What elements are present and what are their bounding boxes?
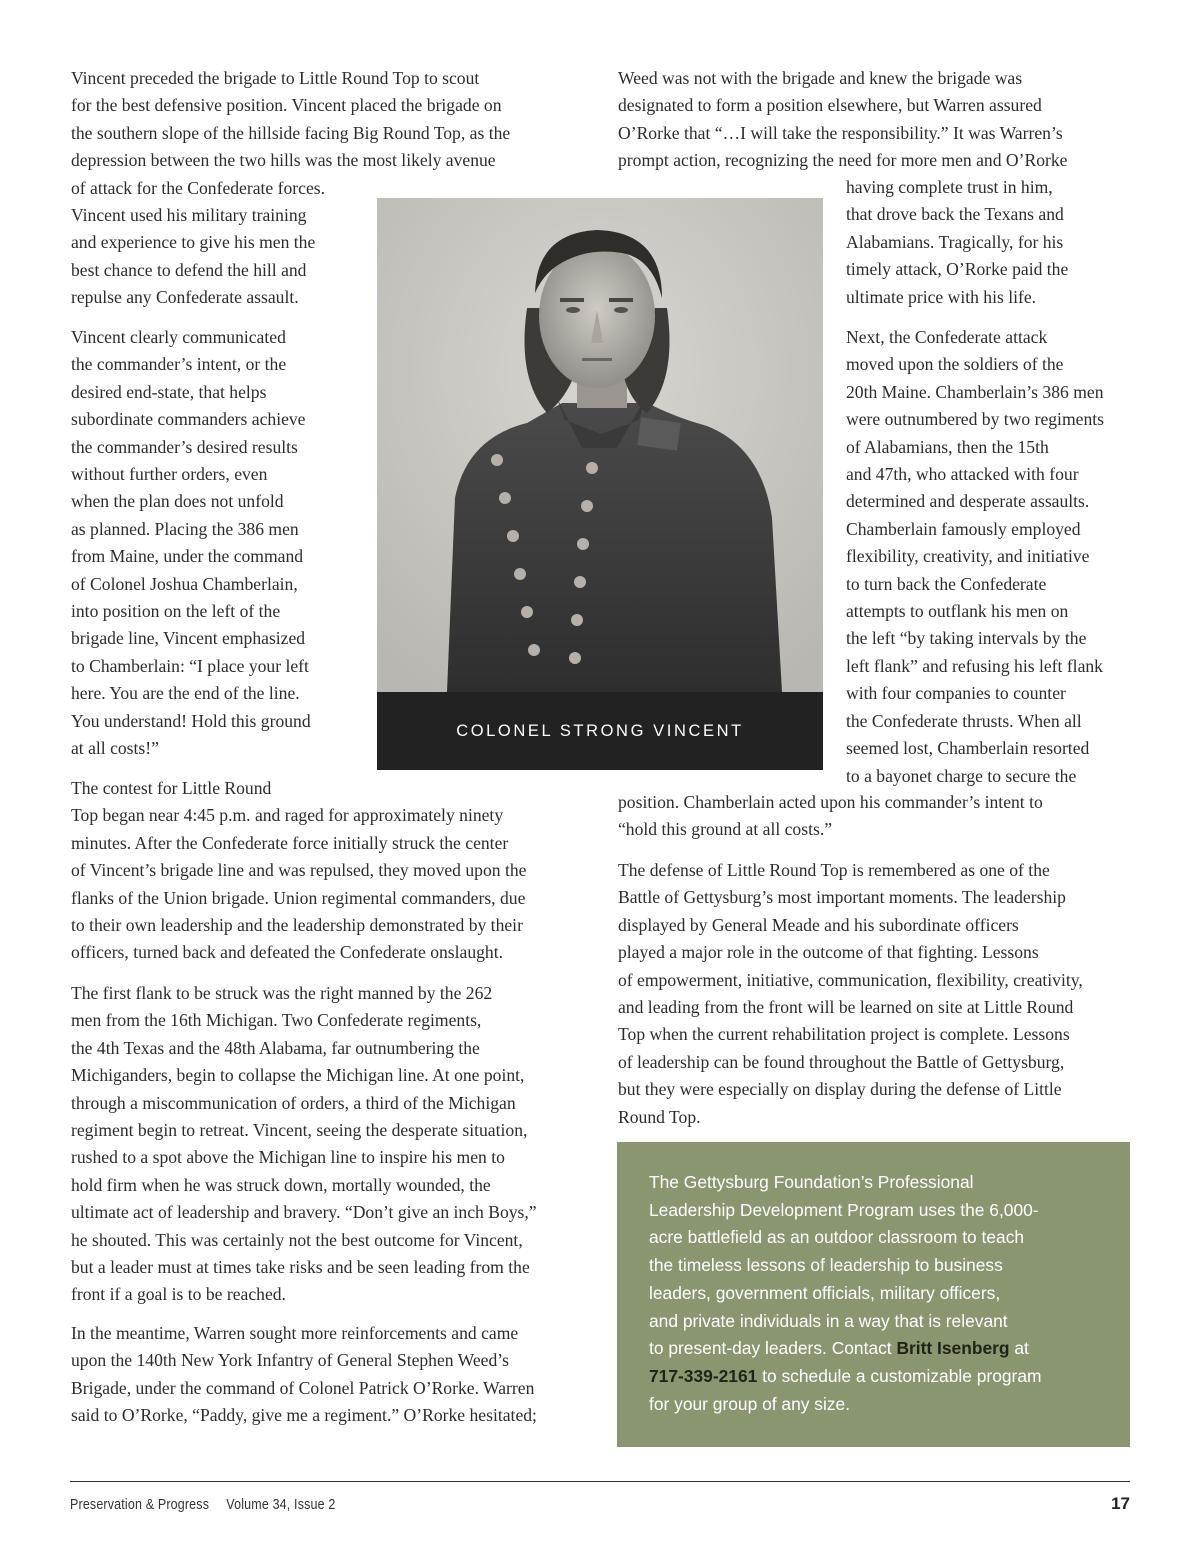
callout-line: and private individuals in a way that is relevant [649, 1310, 1008, 1331]
contact-phone: 717-339-2161 [649, 1365, 758, 1386]
contact-name: Britt Isenberg [896, 1338, 1010, 1359]
portrait-figure [377, 198, 823, 770]
callout-line: acre battlefield as an outdoor classroom to teach [649, 1227, 1025, 1248]
left-para-3: The contest for Little Round Top began near 4:45 p.m. and raged for approximately ninety minutes. After the Confederate force initially struck the center of Vincent’s brigade line and was repulsed, they moved upon the flanks of the Union brigade. Union regimental commanders, due to their own leadership and the leadership demonstrated by their officers, turned back and defeated the Confederate onslaught. [71, 778, 527, 963]
page-number: 17 [1111, 1494, 1130, 1513]
callout-line: leaders, government officials, military officers, [649, 1282, 1001, 1303]
callout-line [649, 1335, 1042, 1363]
footer-divider [70, 1481, 1130, 1482]
callout-line: The Gettysburg Foundation’s Professional [649, 1172, 974, 1192]
callout-text-fragment: to present-day leaders. Contact [649, 1338, 897, 1359]
callout-text-fragment: to schedule a customizable program [757, 1365, 1042, 1386]
left-para-4: The first flank to be struck was the right manned by the 262 men from the 16th Michigan. Two Confederate regiments, the 4th Texas and the 48th Alabama, far outnumbering the Michiganders, begin to collapse the Michigan line. At one point, through a miscommunication of orders, a third of the Michigan regiment begin to retreat. Vincent, seeing the desperate situation, rushed to a spot above the Michigan line to inspire his men to hold firm when he was struck down, mortally wounded, the ultimate act of leadership and bravery. “Don’t give an inch Boys,” he shouted. This was certainly not the best outcome for Vincent, but a leader must at times take risks and be seen leading from the front if a goal is to be reached. [71, 983, 537, 1305]
photo-caption: COLONEL STRONG VINCENT [377, 692, 823, 770]
callout-text-fragment: at [1009, 1338, 1029, 1359]
callout-line: for your group of any size. [649, 1393, 851, 1414]
callout-line [649, 1363, 1042, 1391]
issue-volume: Volume 34, Issue 2 [226, 1497, 336, 1513]
right-para-1-top: Weed was not with the brigade and knew the brigade was designated to form a position elsewhere, but Warren assured O’Rorke that “…I will take the responsibility.” It was Warren’s prompt action, recognizing the need for more men and O’Rorke [618, 68, 1068, 171]
portrait-photo [377, 198, 823, 692]
right-para-2-side: Next, the Confederate attack moved upon the soldiers of the 20th Maine. Chamberlain’s 386 men were outnumbered by two regiments of Alabamians, then the 15th and 47th, who attacked with four determined and desperate assaults. Chamberlain famously employed flexibility, creativity, and initiative to turn back the Confederate attempts to outflank his men on the left “by taking intervals by the left flank” and refusing his left flank with four companies to counter the Confederate thrusts. When all seemed lost, Chamberlain resorted to a bayonet charge to secure the [846, 327, 1104, 786]
left-para-2: Vincent clearly communicated the commander’s intent, or the desired end-state, that helps subordinate commanders achieve the commander’s desired results without further orders, even when the plan does not unfold as planned. Placing the 386 men from Maine, under the command of Colonel Joshua Chamberlain, into position on the left of the brigade line, Vincent emphasized to Chamberlain: “I place your left here. You are the end of the line. You understand! Hold this ground at all costs!” [71, 327, 311, 759]
callout-text [649, 1169, 1042, 1418]
footer-publication-info [70, 1497, 335, 1513]
publication-name: Preservation & Progress [70, 1497, 210, 1513]
right-para-3: The defense of Little Round Top is remembered as one of the Battle of Gettysburg’s most important moments. The leadership displayed by General Meade and his subordinate officers played a major role in the outcome of that fighting. Lessons of empowerment, initiative, communication, flexibility, creativity, and leading from the front will be learned on site at Little Round Top when the current rehabilitation project is complete. Lessons of leadership can be found throughout the Battle of Gettysburg, but they were especially on display during the defense of Little Round Top. [618, 860, 1083, 1127]
callout-box [617, 1142, 1130, 1447]
callout-line: the timeless lessons of leadership to business [649, 1255, 1003, 1276]
callout-line: Leadership Development Program uses the 6,000- [649, 1199, 1039, 1220]
left-para-5: In the meantime, Warren sought more reinforcements and came upon the 140th New York Infantry of General Stephen Weed’s Brigade, under the command of Colonel Patrick O’Rorke. Warren said to O’Rorke, “Paddy, give me a regiment.” O’Rorke hesitated; [71, 1323, 537, 1426]
right-para-2-bottom: position. Chamberlain acted upon his commander’s intent to “hold this ground at all costs.” [618, 792, 1043, 840]
right-para-1-side: having complete trust in him, that drove back the Texans and Alabamians. Tragically, for his timely attack, O’Rorke paid the ultimate price with his life. [846, 177, 1069, 307]
left-para-1: Vincent preceded the brigade to Little Round Top to scout for the best defensive position. Vincent placed the brigade on the southern slope of the hillside facing Big Round Top, as the depression between the two hills was the most likely avenue of attack for the Confederate forces. Vincent used his military training and experience to give his men the best chance to defend the hill and repulse any Confederate assault. [71, 68, 511, 308]
